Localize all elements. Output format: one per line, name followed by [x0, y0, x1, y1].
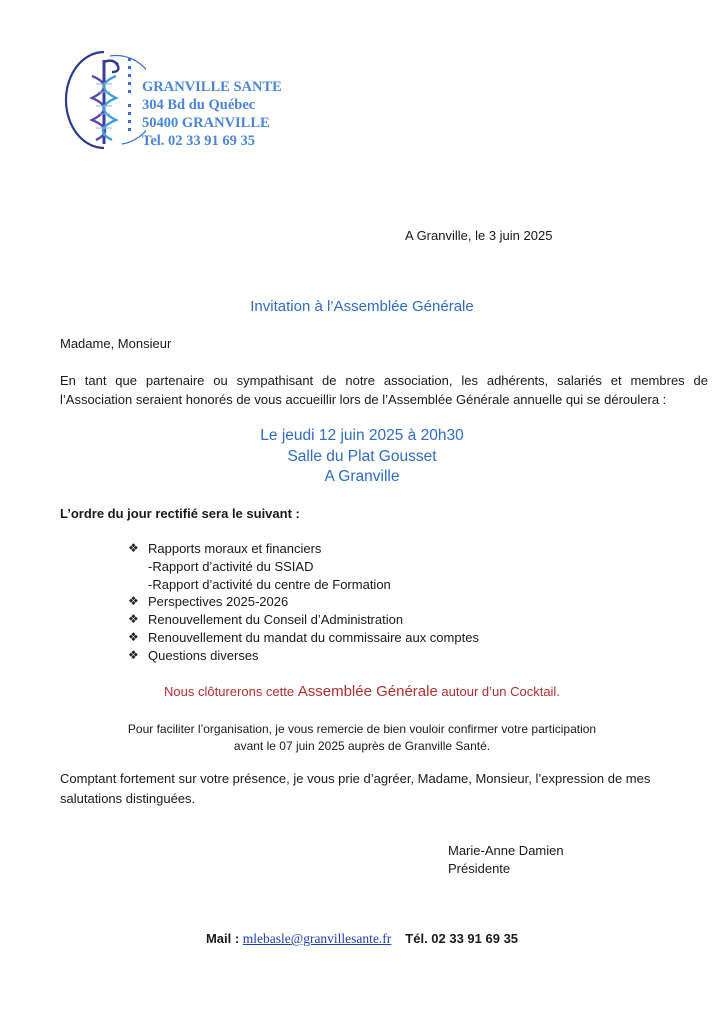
signatory-name: Marie-Anne Damien: [448, 843, 564, 858]
organization-header: [142, 78, 282, 150]
agenda-item: [128, 647, 479, 665]
event-where: Salle du Plat Gousset: [287, 447, 437, 465]
agenda-item: [128, 629, 479, 647]
diamond-bullet-icon: ❖: [128, 647, 139, 662]
rsvp-note: [0, 721, 724, 754]
agenda-item: [128, 540, 479, 558]
event-details: [0, 426, 724, 488]
email-link[interactable]: mlebasle@granvillesante.fr: [242, 931, 392, 946]
rsvp-line-1: Pour faciliter l’organisation, je vous remercie de bien vouloir confirmer votre participation: [127, 722, 597, 736]
agenda-subitem: [128, 576, 479, 594]
agenda-item: [128, 593, 479, 611]
footer-contact: [0, 931, 724, 947]
agenda-list: [128, 540, 479, 665]
agenda-item-label: Rapports moraux et financiers: [148, 541, 322, 556]
closing-emphasis: Assemblée Générale: [297, 683, 438, 700]
event-when: Le jeudi 12 juin 2025 à 20h30: [260, 427, 464, 444]
agenda-heading: L’ordre du jour rectifié sera le suivant :: [60, 506, 300, 521]
caduceus-dna-logo-icon: [64, 48, 146, 153]
org-city: 50400 GRANVILLE: [142, 115, 270, 131]
agenda-subitem: [128, 558, 479, 576]
closing-part2: autour d’un Cocktail.: [437, 684, 560, 699]
agenda-item: [128, 611, 479, 629]
sign-off-paragraph: Comptant fortement sur votre présence, je vous prie d’agréer, Madame, Monsieur, l’expression de mes salutations distinguées.: [60, 771, 651, 806]
rsvp-line-2: avant le 07 juin 2025 auprès de Granville Santé.: [233, 738, 491, 753]
signature-block: [448, 842, 564, 878]
letter-date: A Granville, le 3 juin 2025: [405, 228, 553, 243]
diamond-bullet-icon: ❖: [128, 629, 139, 644]
signatory-role: Présidente: [448, 861, 511, 876]
intro-paragraph: En tant que partenaire ou sympathisant de notre association, les adhérents, salariés et membres de l’Association seraient honorés de vous accueillir lors de l’Assemblée Générale annuelle qui se déroulera :: [60, 373, 708, 407]
salutation: Madame, Monsieur: [60, 336, 172, 351]
footer-mail-label: Mail :: [205, 931, 243, 946]
agenda-subitem-label: -Rapport d’activité du SSIAD: [148, 558, 314, 574]
agenda-subitem-label: -Rapport d’activité du centre de Formation: [148, 576, 391, 592]
diamond-bullet-icon: ❖: [128, 612, 139, 627]
org-address: 304 Bd du Québec: [142, 97, 256, 113]
diamond-bullet-icon: ❖: [128, 541, 139, 555]
agenda-item-label: Renouvellement du Conseil d’Administration: [148, 612, 404, 628]
diamond-bullet-icon: ❖: [128, 594, 139, 609]
agenda-item-label: Perspectives 2025-2026: [148, 594, 289, 610]
event-town: A Granville: [324, 468, 400, 485]
closing-part1: Nous clôturerons cette: [164, 684, 298, 699]
org-phone: Tel. 02 33 91 69 35: [142, 133, 256, 149]
agenda-item-label: Renouvellement du mandat du commissaire aux comptes: [148, 629, 479, 645]
letter-title: Invitation à l’Assemblée Générale: [250, 298, 474, 315]
agenda-item-label: Questions diverses: [148, 647, 259, 663]
closing-note: [0, 683, 724, 700]
footer-phone: Tél. 02 33 91 69 35: [405, 931, 519, 946]
org-name: GRANVILLE SANTE: [142, 79, 282, 95]
